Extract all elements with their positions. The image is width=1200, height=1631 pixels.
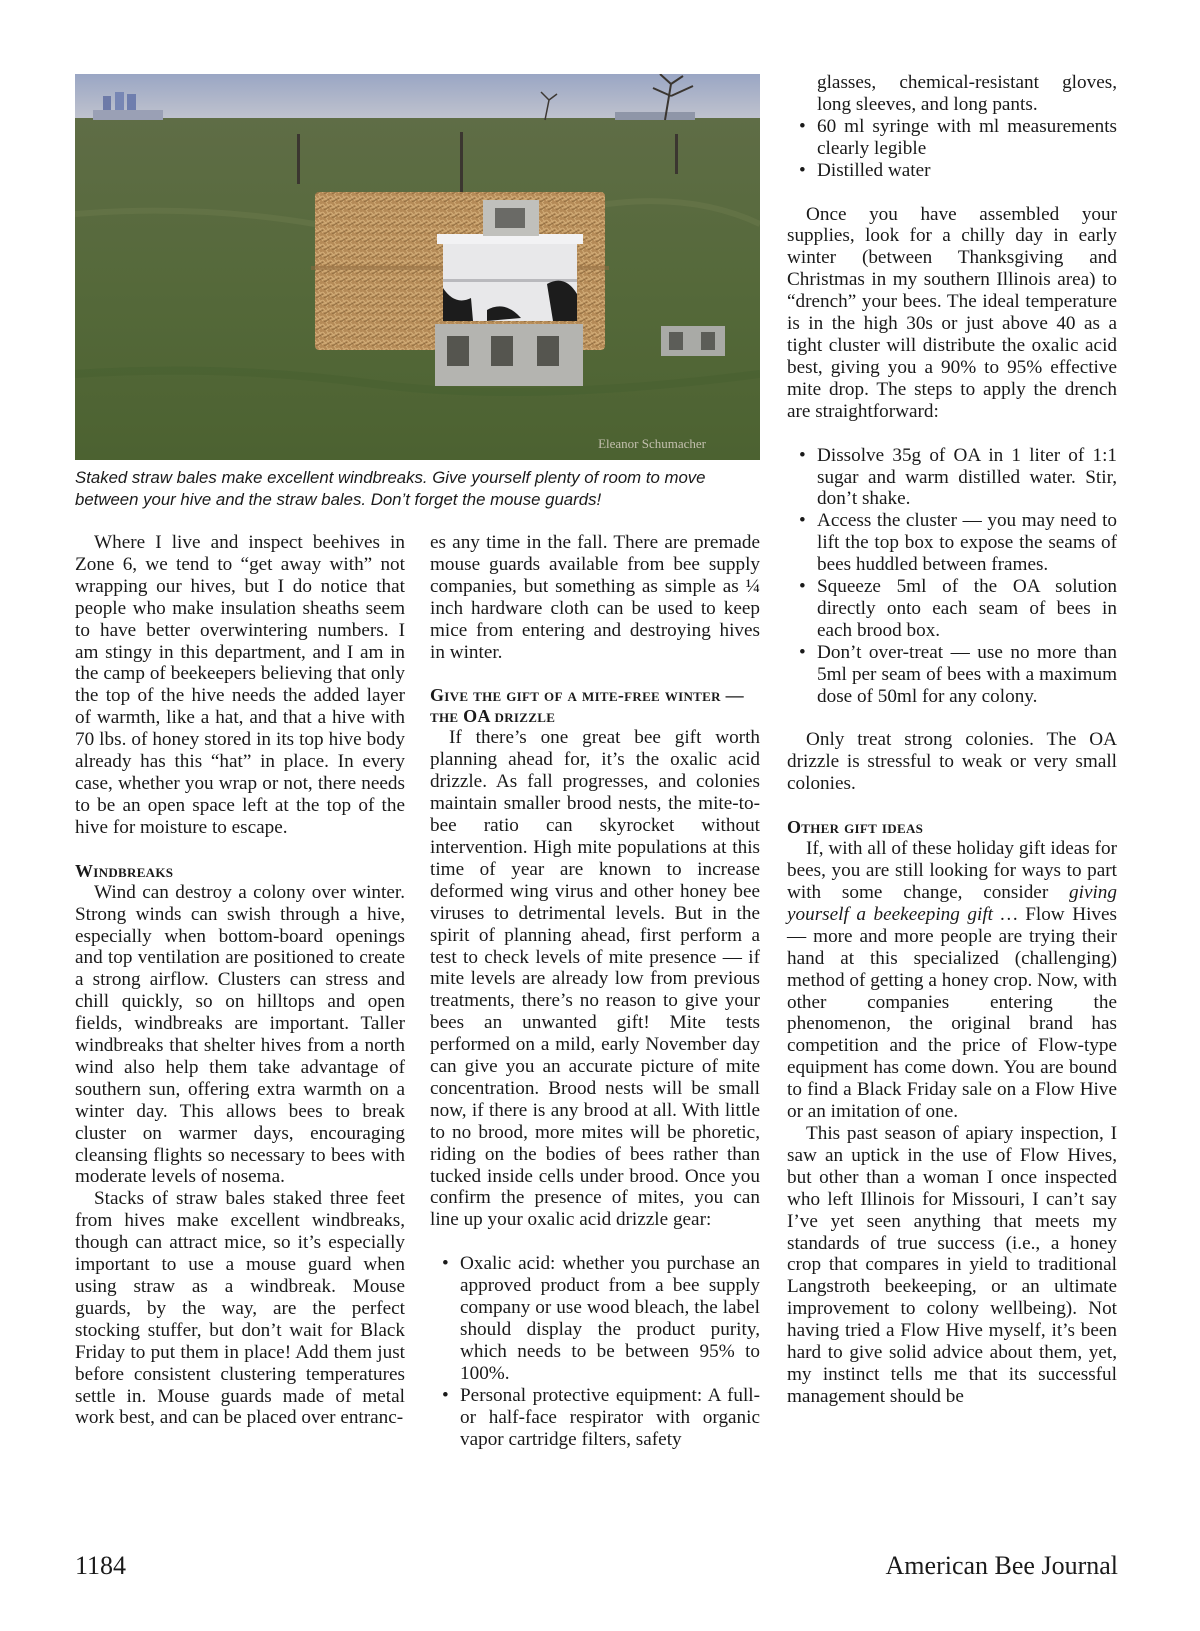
paragraph: Stacks of straw bales staked three feet from hives make excellent windbreaks, though can attract mice, so it’s especially important to use a mouse guard when using straw as a windbreak. Mouse guards, by the way, are the perfect stocking stuffer, but don’t wait for Black Friday to put them in place! Add them just before consistent clustering temperatures settle in. Mouse guards made of metal work best, and can be placed over entranc-: [75, 1188, 405, 1429]
list-item: • Dissolve 35g of OA in 1 liter of 1:1 sugar and warm distilled water. Stir, don’t shake.: [787, 445, 1117, 511]
list-item: • Squeeze 5ml of the OA solution directly onto each seam of bees in each brood box.: [787, 576, 1117, 642]
list-item: • Oxalic acid: whether you purchase an approved product from a bee supply company or use wood bleach, the label should display the product purity, which needs to be between 95% to 100%.: [430, 1253, 760, 1384]
gear-list: [787, 116, 1117, 182]
photo-caption: Staked straw bales make excellent windbreaks. Give yourself plenty of room to move between your hive and the straw bales. Don’t forget the mouse guards!: [75, 468, 706, 509]
gear-list: [430, 1253, 760, 1450]
paragraph: Only treat strong colonies. The OA drizzle is stressful to weak or very small colonies.: [787, 729, 1117, 795]
page-number: 1184: [75, 1551, 127, 1580]
column-1: [75, 532, 405, 1429]
list-item-continued: glasses, chemical-resistant gloves, long sleeves, and long pants.: [817, 72, 1117, 115]
paragraph: If there’s one great bee gift worth planning ahead for, it’s the oxalic acid drizzle. As fall progresses, and colonies maintain smaller brood nests, the mite-to-bee ratio can skyrocket without intervention. High mite populations at this time of year are known to increase deformed wing virus and other honey bee viruses to detrimental levels. But in the spirit of planning ahead, first perform a test to check levels of mite presence — if mite levels are already low from previous treatments, there’s no reason to give your bees an unwanted gift! Mite tests performed on a mild, early November day can give you an accurate picture of mite concentration. Brood nests will be small now, if there is any brood at all. With little to no brood, more mites will be phoretic, riding on the bodies of bees rather than tucked inside cells under brood. Once you confirm the presence of mites, you can line up your oxalic acid drizzle gear:: [430, 727, 760, 1231]
text-span: If, with all of these holiday gift ideas for bees, you are still looking for ways to part with some change, consider: [787, 838, 1117, 903]
column-2: [430, 532, 760, 1450]
column-3: [787, 72, 1117, 1408]
emphasis-text: giving yourself a beekeeping gift …: [787, 882, 1117, 925]
paragraph: Once you have assembled your supplies, look for a chilly day in early winter (between Thanksgiving and Christmas in my southern Illinois area) to “drench” your bees. The ideal temperature is in the high 30s or just above 40 as a tight cluster will distribute the oxalic acid best, giving you a 90% to 95% effective mite drop. The steps to apply the drench are straightforward:: [787, 203, 1117, 422]
list-item: • Access the cluster — you may need to lift the top box to expose the seams of bees huddled between frames.: [787, 510, 1117, 576]
journal-name: American Bee Journal: [885, 1551, 1118, 1580]
photo-credit: Eleanor Schumacher: [598, 436, 706, 451]
paragraph: [787, 838, 1117, 1123]
paragraph: Where I live and inspect beehives in Zone 6, we tend to “get away with” not wrapping our hives, but I do notice that people who make insulation sheaths seem to have better overwintering numbers. I am stingy in this department, and I am in the camp of beekeepers believing that only the top of the hive needs the added layer of warmth, like a hat, and that a hive with 70 lbs. of honey stored in its top hive body already has this “hat” in place. In every case, whether you wrap or not, there needs to be an open space left at the top of the hive for moisture to escape.: [75, 532, 405, 838]
paragraph: es any time in the fall. There are premade mouse guards available from bee supply companies, but something as simple as ¼ inch hardware cloth can be used to keep mice from entering and destroying hives in winter.: [430, 532, 760, 663]
gear-list-continued: [787, 72, 1117, 116]
list-item: • 60 ml syringe with ml measurements clearly legible: [787, 116, 1117, 160]
section-heading-oa-drizzle: Give the gift of a mite-free winter — the OA drizzle: [430, 685, 744, 727]
straw-bale-hive-photo: [75, 74, 760, 460]
paragraph: This past season of apiary inspection, I saw an uptick in the use of Flow Hives, but other than a woman I once inspected who left Illinois for Missouri, I can’t say I’ve yet seen anything that meets my standards of true success (i.e., a honey crop that compares in yield to traditional Langstroth beekeeping, or an ultimate improvement to colony wellbeing). Not having tried a Flow Hive myself, it’s been hard to give solid advice about them, yet, my instinct tells me that its successful management should be: [787, 1122, 1117, 1407]
list-item: • Distilled water: [787, 160, 1117, 182]
section-heading-other-gift-ideas: Other gift ideas: [787, 817, 924, 838]
paragraph: Wind can destroy a colony over winter. Strong winds can swish through a hive, especially when bottom-board openings and top ventilation are positioned to create a strong airflow. Clusters can stress and chill quickly, so on hilltops and open fields, windbreaks are important. Taller windbreaks that shelter hives from a north wind also help them take advantage of southern sun, offering extra warmth on a winter day. This allows bees to break cluster on warmer days, encouraging cleansing flights so necessary to bees with moderate levels of nosema.: [75, 881, 405, 1188]
section-heading-windbreaks: Windbreaks: [75, 860, 174, 881]
article-photo: [75, 74, 760, 460]
steps-list: [787, 445, 1117, 708]
list-item: • Don’t over-treat — use no more than 5ml per seam of bees with a maximum dose of 50ml for any colony.: [787, 642, 1117, 708]
list-item: • Personal protective equipment: A full- or half-face respirator with organic vapor cartridge filters, safety: [430, 1385, 760, 1451]
text-span: Flow Hives — more and more people are trying their hand at this specialized (challenging) method of getting a honey crop. Now, with other companies entering the phenomenon, the original brand has competition and the price of Flow-type equipment has come down. You are bound to find a Black Friday sale on a Flow Hive or an imitation of one.: [787, 903, 1117, 1123]
